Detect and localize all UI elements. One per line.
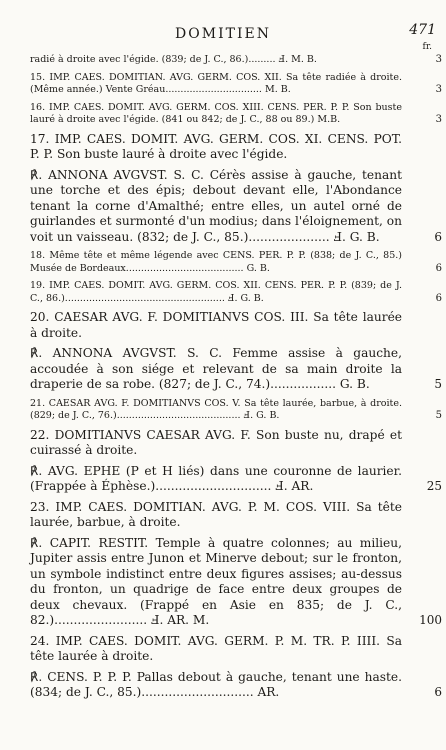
catalog-entry [30, 132, 402, 163]
catalog-entry [30, 250, 442, 275]
catalog-entry [30, 280, 442, 305]
entry-value: 5 [434, 377, 442, 391]
entry-text: 22. DOMITIANVS CAESAR AVG. F. Son buste nu, drapé et cuirassé à droite. [30, 427, 402, 457]
entry-value: 3 [435, 84, 442, 95]
page-title: DOMITIEN [175, 26, 271, 42]
entry-value: 6 [434, 229, 442, 244]
catalog-entry [30, 167, 442, 246]
catalog-entry [30, 634, 402, 665]
entry-text: 23. IMP. CAES. DOMITIAN. AVG. P. M. COS. VIII. Sa tête laurée, barbue, à droite. [30, 499, 402, 529]
catalog-entry [30, 669, 442, 701]
catalog-entries [30, 54, 442, 706]
entry-text: radié à droite avec l'égide. (839; de J. C., 86.)......... Ⅎ. M. B. [30, 54, 317, 65]
entry-text: ℟. ANNONA AVGVST. S. C. Femme assise à gauche, accoudée à son siége et relevant de sa main droite la draperie de sa robe. (827; de J. C., 74.)................. G. B. [30, 346, 402, 391]
entry-text: 19. IMP. CAES. DOMIT. AVG. GERM. COS. XII. CENS. PER. P. P. (839; de J. C., 86.)..................................................... Ⅎ. G. B. [30, 280, 402, 304]
catalog-entry [30, 397, 442, 423]
entry-text: 24. IMP. CAES. DOMIT. AVG. GERM. P. M. TR. P. IIII. Sa tête laurée à droite. [30, 633, 402, 663]
entry-text: 20. CAESAR AVG. F. DOMITIANVS COS. III. Sa tête laurée à droite. [30, 310, 402, 340]
column-label: fr. [422, 42, 432, 52]
entry-value: 3 [435, 54, 442, 65]
catalog-entry [30, 54, 442, 67]
catalog-entry [30, 71, 442, 97]
entry-value: 100 [419, 613, 442, 627]
entry-text: 15. IMP. CAES. DOMITIAN. AVG. GERM. COS. XII. Sa tête radiée à droite. (Même année.) Vente Gréau................................ M. B. [30, 71, 402, 95]
entry-value: 6 [434, 685, 442, 699]
catalog-entry [30, 346, 442, 393]
entry-value: 25 [426, 479, 442, 493]
entry-text: 17. IMP. CAES. DOMIT. AVG. GERM. COS. XI. CENS. POT. P. P. Son buste lauré à droite avec l'égide. [30, 131, 402, 161]
catalog-entry [30, 428, 402, 459]
page-number: 471 [409, 22, 436, 38]
catalog-entry [30, 500, 402, 531]
entry-text: 16. IMP. CAES. DOMIT. AVG. GERM. COS. XIII. CENS. PER. P. P. Son buste lauré à droite avec l'égide. (841 ou 842; de J. C., 88 ou 89.) M.B. [30, 101, 402, 125]
catalog-entry [30, 535, 442, 629]
entry-text: ℟. CAPIT. RESTIT. Temple à quatre colonnes; au milieu, Jupiter assis entre Junon et Minerve debout; sur le fronton, un symbole indistinct entre deux figures assises; au-dessus du fronton, un quadrige de face entre deux groupes de deux chevaux. (Frappé en Asie en 835; de J. C., 82.)........................ Ⅎ. AR. M. [30, 535, 402, 627]
entry-text: ℟. AVG. EPHE (P et H liés) dans une couronne de laurier. (Frappée à Éphèse.).............................. Ⅎ. AR. [30, 463, 402, 493]
entry-text: 21. CAESAR AVG. F. DOMITIANVS COS. V. Sa tête laurée, barbue, à droite. (829; de J. C., 76.)......................................... Ⅎ. G. B. [30, 397, 402, 421]
catalog-entry [30, 101, 442, 127]
entry-value: 6 [435, 292, 442, 304]
entry-value: 6 [435, 262, 442, 274]
catalog-entry [30, 463, 442, 495]
entry-value: 5 [435, 410, 442, 421]
entry-text: ℟. ANNONA AVGVST. S. C. Cérès assise à gauche, tenant une torche et des épis; debout devant elle, l'Abondance tenant la corne d'Amalthé; entre elles, un autel orné de guirlandes et surmonté d'un modius; dans l'éloignement, on voit un vaisseau. (832; de J. C., 85.)..................... Ⅎ. G. B. [30, 167, 402, 244]
entry-text: ℟. CENS. P. P. P. Pallas debout à gauche, tenant une haste. (834; de J. C., 85.)............................. AR. [30, 669, 402, 699]
entry-text: 18. Même tête et même légende avec CENS. PER. P. P. (838; de J. C., 85.) Musée de Bordeaux....................................... G. B. [30, 250, 402, 274]
entry-value: 3 [435, 114, 442, 125]
catalog-entry [30, 310, 402, 341]
